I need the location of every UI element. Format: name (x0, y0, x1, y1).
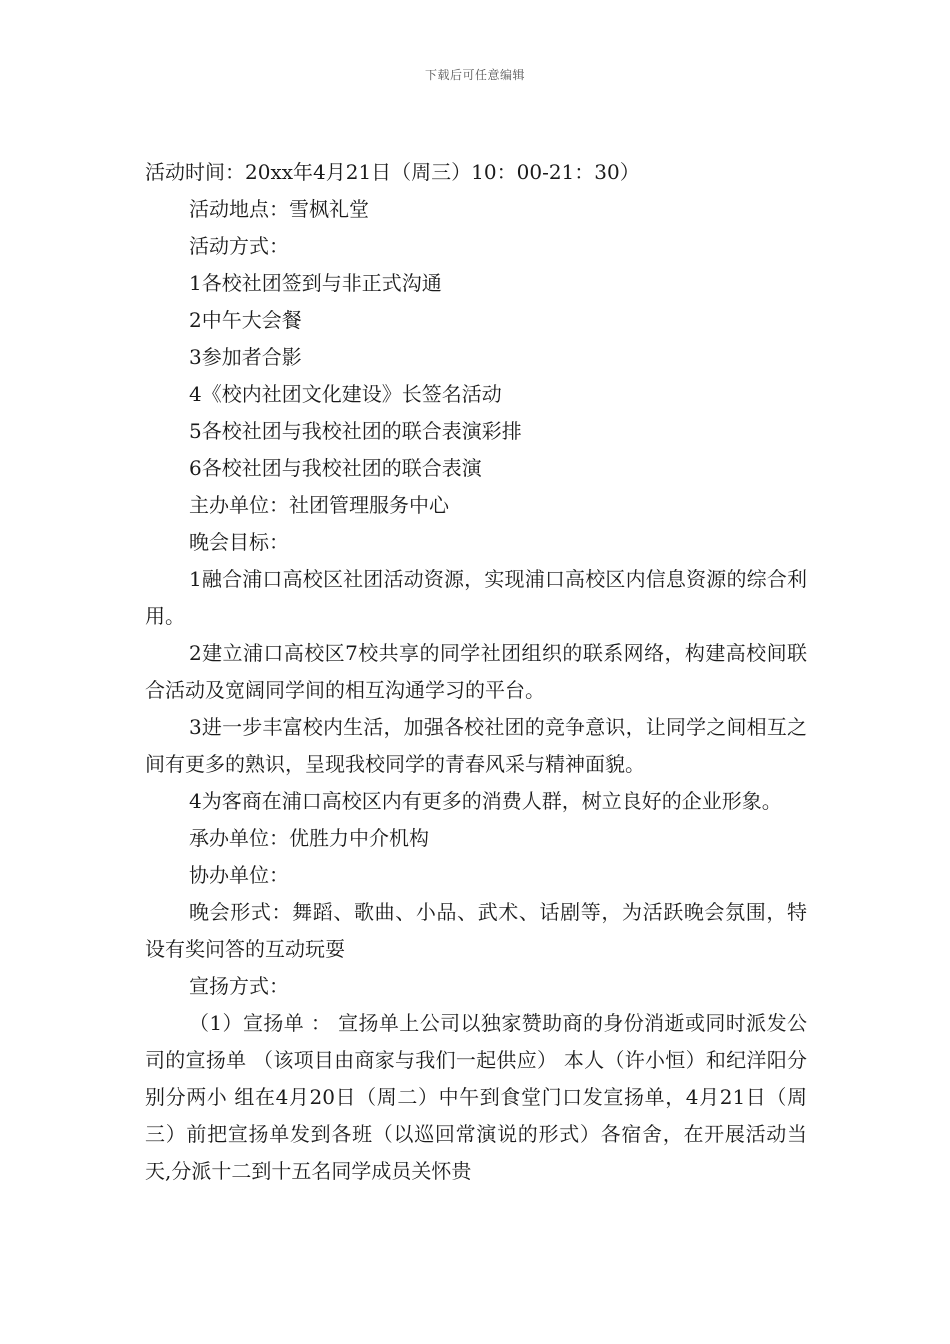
list-item-method-1: 1各校社团签到与非正式沟通 (189, 271, 442, 295)
paragraph-activity-method: 活动方式： (189, 234, 289, 258)
paragraph-co-organizer: 协办单位： (189, 863, 289, 887)
paragraph-activity-location: 活动地点：雪枫礼堂 (189, 197, 369, 221)
paragraph-undertaker: 承办单位：优胜力中介机构 (189, 826, 429, 850)
list-item-goal-3: 3进一步丰富校内生活，加强各校社团的竞争意识，让同学之间相互之间有更多的熟识，呈现我校同学的青春风采与精神面貌。 (145, 715, 807, 776)
paragraph-promotion-flyer: （1）宣扬单 ： 宣扬单上公司以独家赞助商的身份消逝或同时派发公司的宣扬单 （该项目由商家与我们一起供应） 本人（许小恒）和纪洋阳分别分两小 组在4月20日（周二）中午到食堂门口发宣扬单，4月21日（周三）前把宣扬单发到各班（以巡回常演说的形式）各宿舍，在开展活动当天,分派十二到十五名同学成员关怀贵 (145, 1011, 807, 1183)
list-item-method-5: 5各校社团与我校社团的联合表演彩排 (189, 419, 522, 443)
paragraph-goals-heading: 晚会目标： (189, 530, 289, 554)
document-body (145, 154, 807, 1190)
list-item-method-4: 4《校内社团文化建设》长签名活动 (189, 382, 502, 406)
list-item-goal-4: 4为客商在浦口高校区内有更多的消费人群，树立良好的企业形象。 (189, 789, 782, 813)
paragraph-event-format: 晚会形式：舞蹈、歌曲、小品、武术、话剧等，为活跃晚会氛围，特设有奖问答的互动玩耍 (145, 900, 807, 961)
paragraph-promotion-heading: 宣扬方式： (189, 974, 289, 998)
list-item-method-3: 3参加者合影 (189, 345, 302, 369)
list-item-method-6: 6各校社团与我校社团的联合表演 (189, 456, 482, 480)
paragraph-organizer: 主办单位：社团管理服务中心 (189, 493, 449, 517)
page-header-note: 下载后可任意编辑 (424, 68, 525, 82)
list-item-goal-1: 1融合浦口高校区社团活动资源，实现浦口高校区内信息资源的综合利用。 (145, 567, 807, 628)
list-item-method-2: 2中午大会餐 (189, 308, 302, 332)
paragraph-activity-time: 活动时间：20xx年4月21日（周三）10：00-21：30） (145, 160, 640, 184)
list-item-goal-2: 2建立浦口高校区7校共享的同学社团组织的联系网络，构建高校间联合活动及宽阔同学间的相互沟通学习的平台。 (145, 641, 807, 702)
